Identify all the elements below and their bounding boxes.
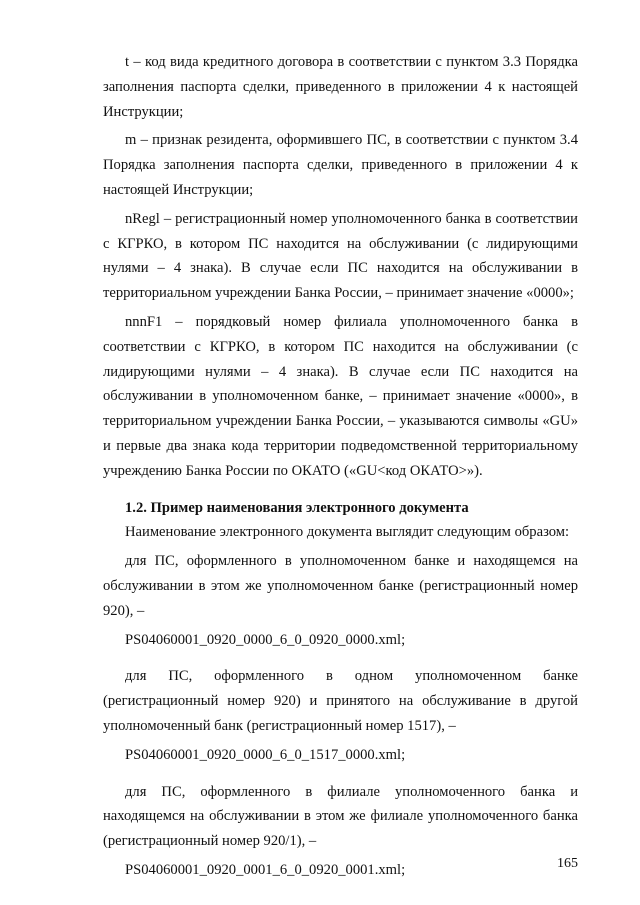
example-filename-1: PS04060001_0920_0000_6_0_0920_0000.xml; xyxy=(125,631,406,648)
example-filename-3: PS04060001_0920_0001_6_0_0920_0001.xml; xyxy=(125,861,406,878)
page-number: 165 xyxy=(557,856,578,871)
document-page xyxy=(103,50,578,883)
example-filename-2: PS04060001_0920_0000_6_0_1517_0000.xml; xyxy=(125,746,406,763)
definition-t: t – код вида кредитного договора в соответствии с пунктом 3.3 Порядка заполнения паспорта сделки, приведенного в приложении 4 к настоящей Инструкции; xyxy=(103,54,578,120)
definition-nnnf1: nnnF1 – порядковый номер филиала уполномоченного банка в соответствии с КГРКО, в котором ПС находится на обслуживании (с лидирующими нулями – 4 знака). В случае если ПС находится на обслуживании в уполномоченном банке, – принимает значение «0000», в территориальном учреждении Банка России, – указываются символы «GU» и первые два знака кода территории подведомственной территориальному учреждению Банка России по ОКАТО («GU<код ОКАТО>»). xyxy=(103,313,578,479)
section-heading: 1.2. Пример наименования электронного документа xyxy=(125,499,469,516)
definition-m: m – признак резидента, оформившего ПС, в соответствии с пунктом 3.4 Порядка заполнения паспорта сделки, приведенного в приложении 4 к настоящей Инструкции; xyxy=(103,132,578,198)
example-text-2: для ПС, оформленного в одном уполномоченном банке (регистрационный номер 920) и принятого на обслуживание в другой уполномоченный банк (регистрационный номер 1517), – xyxy=(103,668,578,734)
spacer xyxy=(103,484,578,496)
example-text-3: для ПС, оформленного в филиале уполномоченного банка и находящемся на обслуживании в этом же филиале уполномоченного банка (регистрационный номер 920/1), – xyxy=(103,783,578,850)
example-text-1: для ПС, оформленного в уполномоченном банке и находящемся на обслуживании в этом же уполномоченном банке (регистрационный номер 920), – xyxy=(103,553,578,619)
spacer xyxy=(103,768,578,780)
spacer xyxy=(103,652,578,664)
definition-nregl: nRegl – регистрационный номер уполномоченного банка в соответствии с КГРКО, в котором ПС находится на обслуживании (с лидирующими нулями – 4 знака). В случае если ПС находится на обслуживании в территориальном учреждении Банка России, – принимает значение «0000»; xyxy=(103,210,578,302)
section-intro: Наименование электронного документа выглядит следующим образом: xyxy=(125,524,570,541)
